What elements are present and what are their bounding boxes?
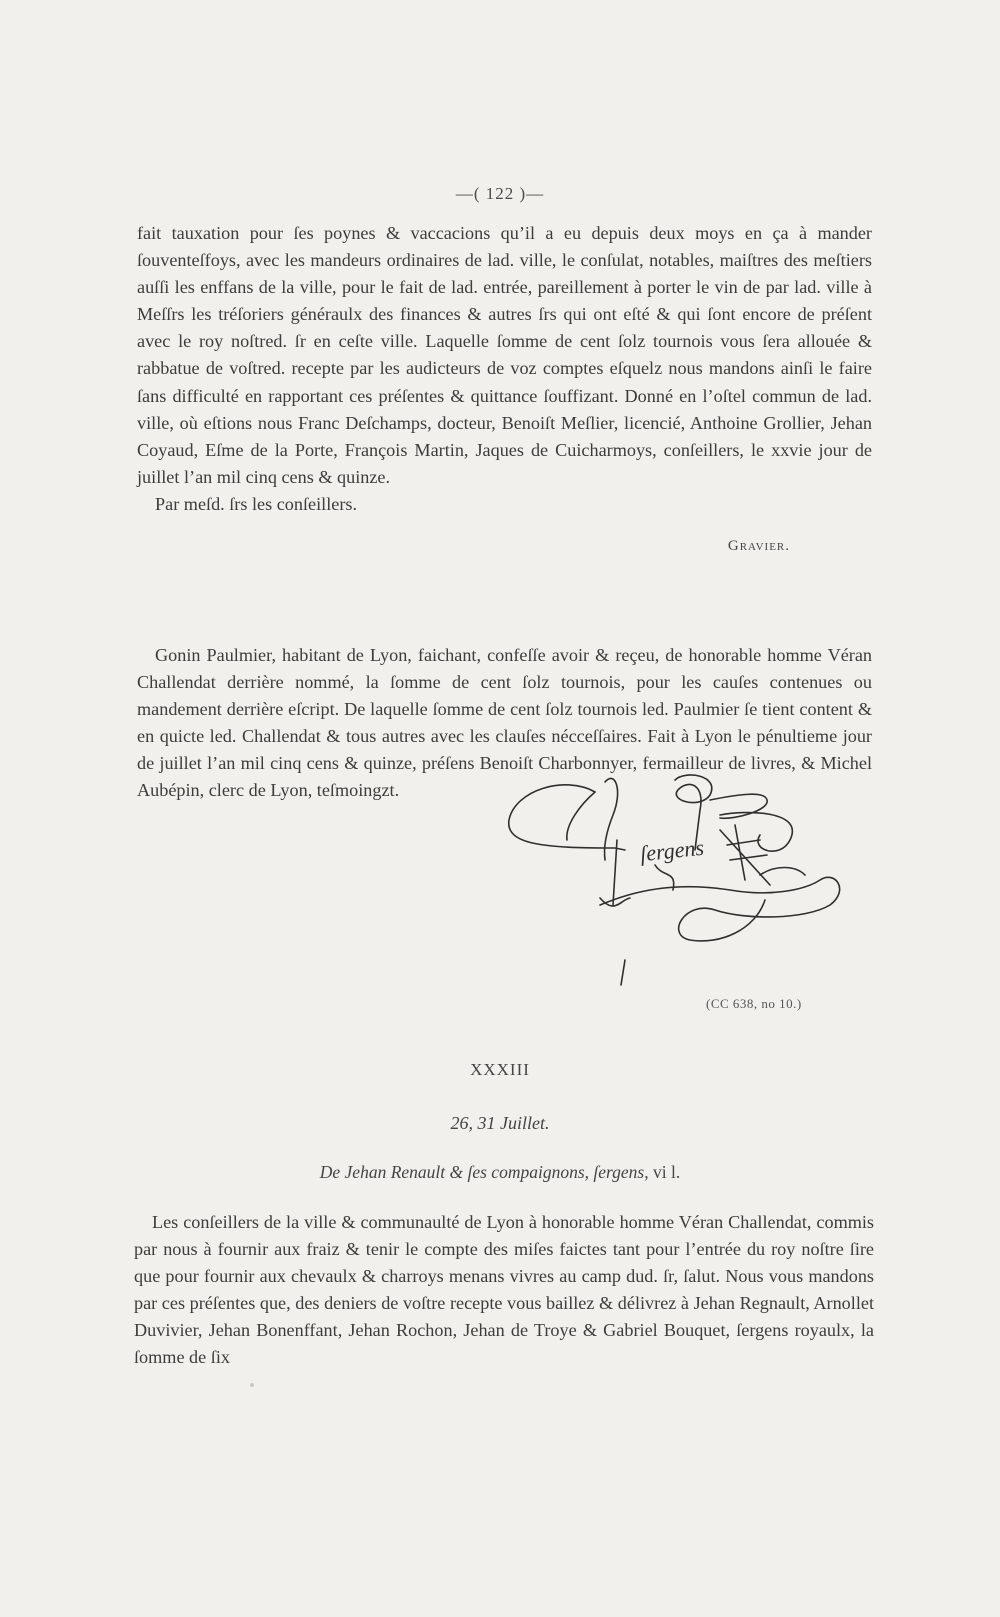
section-heading-amount: vi l.: [653, 1162, 681, 1182]
letter-continuation: [137, 220, 872, 518]
paper-speck: [250, 1383, 254, 1387]
paragraph-1: fait tauxation pour ſes poynes & vaccacions qu’il a eu depuis deux moys en ça à mander ſouventeſfoys, avec les mandeurs ordinaires de lad. ville, le conſulat, notables, maiſtres des meſtiers auſſi les enffans de la ville, pour le fait de lad. entrée, pareillement à porter le vin de par lad. ville à Meſſrs les tréſoriers généraulx des finances & autres ſrs qui ont eſté & qui ſont encore de préſent avec le roy noſtred. ſr en ceſte ville. Laquelle ſomme de cent ſolz tournois vous ſera allouée & rabbatue de voſtred. recepte par les audicteurs de voz comptes eſquelz nous mandons ainſi le faire ſans difficulté en rapportant ces préſentes & quittance ſouffizant. Donné en l’oſtel commun de lad. ville, où eſtions nous Franc Deſchamps, docteur, Benoiſt Meſlier, licencié, Anthoine Grollier, Jehan Coyaud, Eſme de la Porte, François Martin, Jaques de Cuicharmoys, conſeillers, le xxvie jour de juillet l’an mil cinq cens & quinze.: [137, 223, 872, 487]
page-number-header: —( 122 )—: [455, 184, 545, 203]
signer-name: Gravier.: [727, 538, 790, 554]
paragraph-3: Les conſeillers de la ville & communaulté de Lyon à honorable homme Véran Challendat, commis par nous à fournir aux fraiz & tenir le compte des miſes faictes tant pour l’entrée du roy noſtre ſire que pour fournir aux chevaulx & charroys menans vivres au camp dud. ſr, ſalut. Nous vous mandons par ces préſentes que, des deniers de voſtre recepte vous baillez & délivrez à Jehan Regnault, Arnollet Duvivier, Jehan Bonenffant, Jehan Rochon, Jehan de Troye & Gabriel Bouquet, ſergens royaulx, la ſomme de ſix: [134, 1212, 874, 1368]
section-number: XXXIII: [470, 1060, 530, 1079]
signature-word: ſergens: [638, 834, 706, 867]
paragraph-2: Gonin Paulmier, habitant de Lyon, faichant, confeſſe avoir & reçeu, de honorable homme Véran Challendat derrière nommé, la ſomme de cent ſolz tournois, pour les cauſes contenues ou mandement derrière eſcript. De laquelle ſomme de cent ſolz tournois led. Paulmier ſe tient content & en quicte led. Challendat & tous autres avec les clauſes nécceſſaires. Fait à Lyon le pénultieme jour de juillet l’an mil cinq cens & quinze, préſens Benoiſt Charbonnyer, fermailleur de livres, & Michel Aubépin, clerc de Lyon, teſmoingzt.: [137, 645, 872, 801]
section-body: [134, 1209, 874, 1372]
archive-reference: (CC 638, no 10.): [706, 996, 802, 1011]
section-date: 26, 31 Juillet.: [450, 1113, 550, 1133]
section-heading-text: De Jehan Renault & ſes compaignons, ſergens,: [319, 1162, 649, 1182]
closing-line: Par meſd. ſrs les conſeillers.: [155, 493, 358, 514]
section-heading: [0, 1162, 1000, 1183]
signature-flourish: [505, 770, 865, 995]
